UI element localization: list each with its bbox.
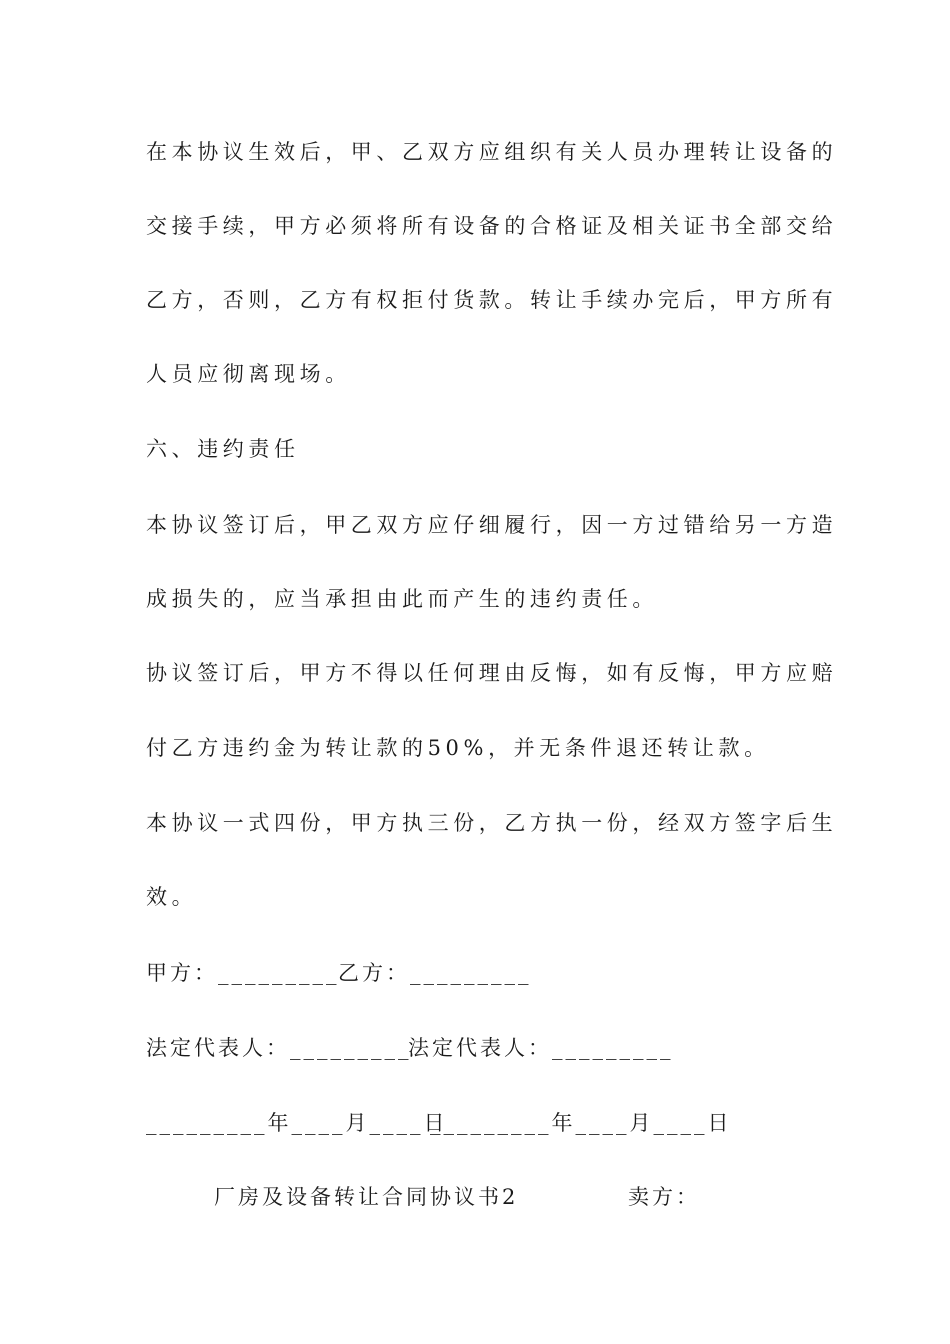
section-heading: 六、违约责任 — [146, 437, 300, 461]
paragraph-line: 付乙方违约金为转让款的50%，并无条件退还转让款。 — [146, 736, 770, 760]
paragraph-line: 乙方，否则，乙方有权拒付货款。转让手续办完后，甲方所有 — [146, 288, 838, 312]
paragraph-line: 本协议一式四份，甲方执三份，乙方执一份，经双方签字后生 — [146, 811, 838, 835]
paragraph-line: 人员应彻离现场。 — [146, 362, 351, 386]
paragraph-line: 本协议签订后，甲乙双方应仔细履行，因一方过错给另一方造 — [146, 513, 838, 537]
paragraph-line: 协议签订后，甲方不得以任何理由反悔，如有反悔，甲方应赔 — [146, 661, 838, 685]
next-document-title: 厂房及设备转让合同协议书2 — [214, 1185, 519, 1209]
paragraph-line: 效。 — [146, 885, 198, 909]
paragraph-line: 在本协议生效后，甲、乙双方应组织有关人员办理转让设备的 — [146, 140, 838, 164]
paragraph-line: 交接手续，甲方必须将所有设备的合格证及相关证书全部交给 — [146, 214, 838, 238]
paragraph-line: 成损失的，应当承担由此而产生的违约责任。 — [146, 587, 658, 611]
party-b-signature: 乙方：_________ — [338, 961, 532, 985]
seller-label: 卖方： — [628, 1185, 700, 1209]
party-b-legal-rep: 法定代表人：_________ — [408, 1036, 674, 1060]
party-a-legal-rep: 法定代表人：_________ — [146, 1036, 412, 1060]
party-a-signature: 甲方：_________ — [146, 961, 340, 985]
party-a-date: _________年____月____日 — [146, 1111, 448, 1135]
party-b-date: _________年____月____日 — [430, 1111, 732, 1135]
